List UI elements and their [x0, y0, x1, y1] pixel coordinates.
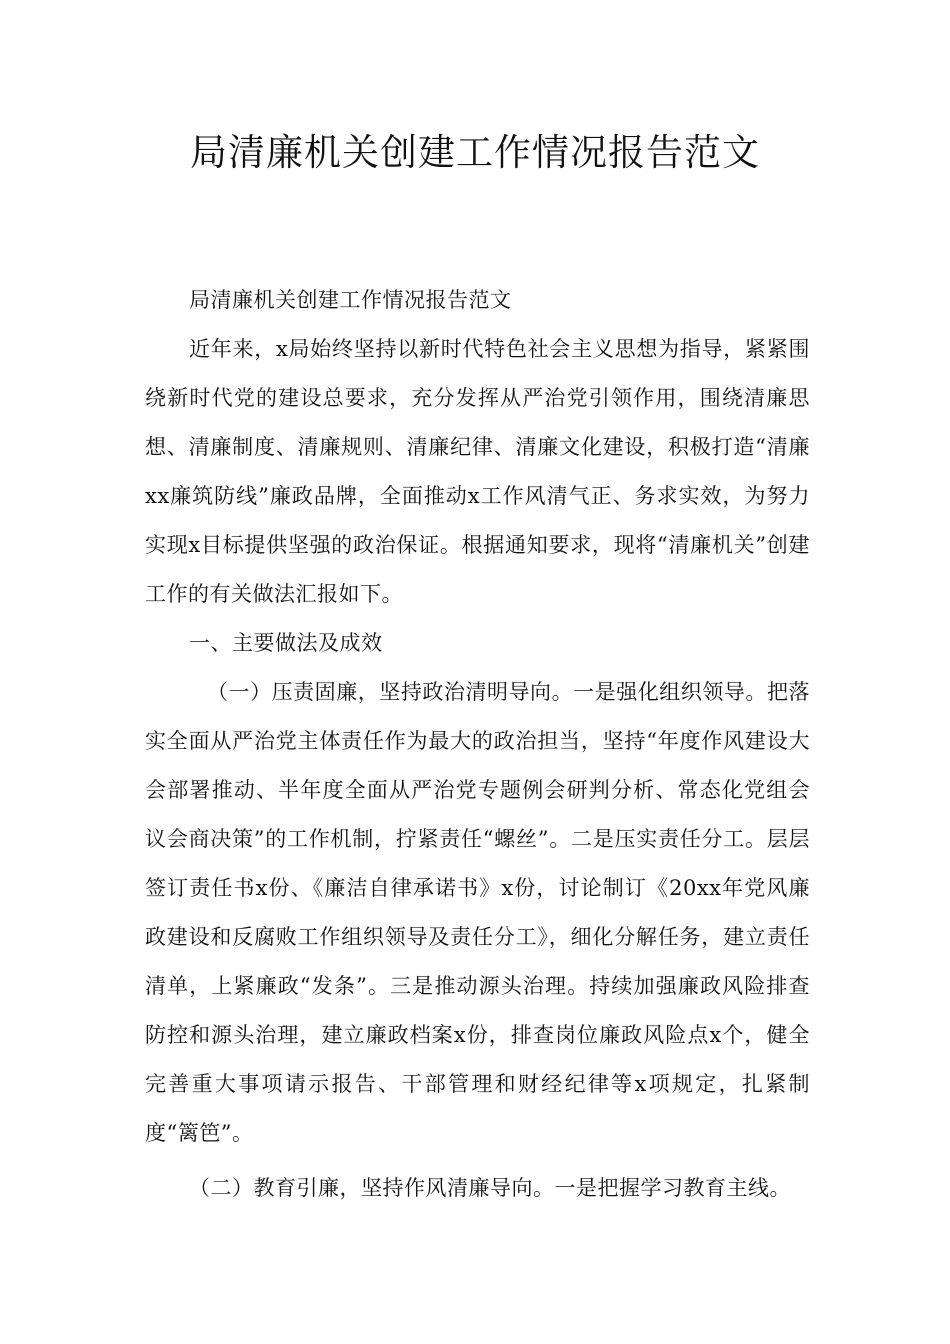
document-body [145, 276, 810, 1213]
section-heading: 一、主要做法及成效 [189, 631, 383, 655]
body-paragraph-subtitle: 局清廉机关创建工作情况报告范文 [189, 288, 512, 312]
document-title: 局清廉机关创建工作情况报告范文 [190, 131, 760, 174]
body-paragraph-section-2: （二）教育引廉，坚持作风清廉导向。一是把握学习教育主线。 [189, 1176, 791, 1200]
body-paragraph-section-1: （一）压责固廉，坚持政治清明导向。一是强化组织领导。把落实全面从严治党主体责任作为最大的政治担当，坚持“年度作风建设大会部署推动、半年度全面从严治党专题例会研判分析、常态化党组会议会商决策”的工作机制，拧紧责任“螺丝”。二是压实责任分工。层层签订责任书x份、《廉洁自律承诺书》x份，讨论制订《20xx年党风廉政建设和反腐败工作组织领导及责任分工》，细化分解任务，建立责任清单，上紧廉政“发条”。三是推动源头治理。持续加强廉政风险排查防控和源头治理，建立廉政档案x份，排查岗位廉政风险点x个，健全完善重大事项请示报告、干部管理和财经纪律等x项规定，扎紧制度“篱笆”。 [145, 680, 810, 1145]
body-paragraph-intro: 近年来，x局始终坚持以新时代特色社会主义思想为指导，紧紧围绕新时代党的建设总要求，充分发挥从严治党引领作用，围绕清廉思想、清廉制度、清廉规则、清廉纪律、清廉文化建设，积极打造“清廉xx廉筑防线”廉政品牌，全面推动x工作风清气正、务求实效，为努力实现x目标提供坚强的政治保证。根据通知要求，现将“清廉机关”创建工作的有关做法汇报如下。 [145, 337, 810, 606]
